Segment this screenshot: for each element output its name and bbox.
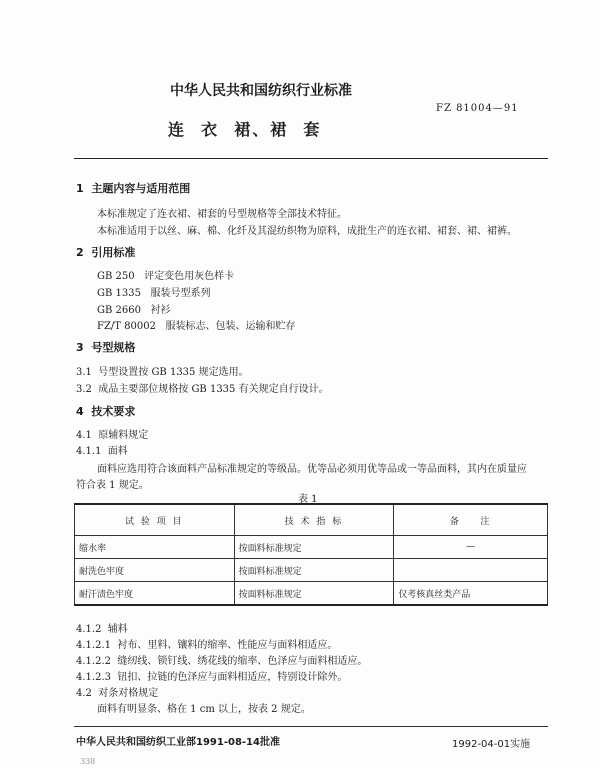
header-rule (74, 158, 548, 159)
section-3-title: 3 号型规格 (76, 341, 136, 354)
table-cell: 按面料标准规定 (234, 536, 394, 559)
table-row (75, 582, 548, 606)
standard-code: FZ 81004—91 (436, 103, 519, 114)
section-1-title: 1 主题内容与适用范围 (76, 182, 191, 195)
table-cell: 缩水率 (75, 536, 235, 559)
table-cell: 耐汗渍色牢度 (75, 582, 235, 606)
table-row (75, 536, 548, 559)
table-row (75, 559, 548, 582)
table-cell: 按面料标准规定 (234, 559, 394, 582)
clause-3-2: 3.2 成品主要部位规格按 GB 1335 有关规定自行设计。 (76, 384, 329, 395)
effective-date: 1992-04-01实施 (452, 739, 531, 750)
clause-4-1-2-2: 4.1.2.2 缝纫线、锁钉线、绣花线的缩率、色泽应与面料相适应。 (76, 656, 368, 667)
clause-4-2-paragraph: 面料有明显条、格在 1 cm 以上，按表 2 规定。 (97, 704, 311, 715)
approval-line: 中华人民共和国纺织工业部1991-08-14批准 (76, 737, 280, 748)
table-header-cell: 技 术 指 标 (234, 504, 394, 536)
table-cell: 耐洗色牢度 (75, 559, 235, 582)
section-2-title: 2 引用标准 (76, 246, 136, 259)
clause-4-1-1-paragraph-cont: 符合表 1 规定。 (76, 480, 149, 491)
table-header-cell: 备 注 (394, 504, 548, 536)
clause-4-1: 4.1 原辅料规定 (76, 430, 149, 441)
section-1-paragraph-2: 本标准适用于以丝、麻、棉、化纤及其混纺织物为原料，成批生产的连衣裙、裙套、裙、裙裤。 (97, 226, 517, 237)
table-1 (74, 503, 548, 606)
page-number: 338 (80, 757, 96, 766)
standard-org-title: 中华人民共和国纺织行业标准 (170, 83, 352, 99)
reference-item: GB 250 评定变色用灰色样卡 (97, 271, 235, 282)
footer-rule (74, 726, 548, 727)
section-4-title: 4 技术要求 (76, 405, 136, 418)
table-cell: — (394, 536, 548, 559)
table-header-row (75, 504, 548, 536)
clause-3-1: 3.1 号型设置按 GB 1335 规定选用。 (76, 367, 249, 378)
clause-4-1-2-3: 4.1.2.3 钮扣、拉链的色泽应与面料相适应，特别设计除外。 (76, 672, 348, 683)
document-title: 连 衣 裙、裙 套 (168, 120, 322, 139)
reference-item: GB 2660 衬衫 (97, 305, 171, 316)
table-cell: 仅考核真丝类产品 (394, 582, 548, 606)
table-header-cell: 试 验 项 目 (75, 504, 235, 536)
section-1-paragraph-1: 本标准规定了连衣裙、裙套的号型规格等全部技术特征。 (97, 209, 347, 220)
clause-4-2: 4.2 对条对格规定 (76, 688, 159, 699)
table-caption: 表 1 (298, 494, 318, 505)
table-cell (394, 559, 548, 582)
reference-item: FZ/T 80002 服装标志、包装、运输和贮存 (97, 321, 296, 332)
reference-item: GB 1335 服装号型系列 (97, 288, 211, 299)
clause-4-1-2-1: 4.1.2.1 衬布、里料、镶料的缩率、性能应与面料相适应。 (76, 640, 338, 651)
clause-4-1-1: 4.1.1 面料 (76, 446, 128, 457)
clause-4-1-1-paragraph: 面料应选用符合该面料产品标准规定的等级品。优等品必须用优等品或一等品面料，其内在质量应 (97, 464, 527, 475)
table-cell: 按面料标准规定 (234, 582, 394, 606)
clause-4-1-2: 4.1.2 辅料 (76, 624, 128, 635)
